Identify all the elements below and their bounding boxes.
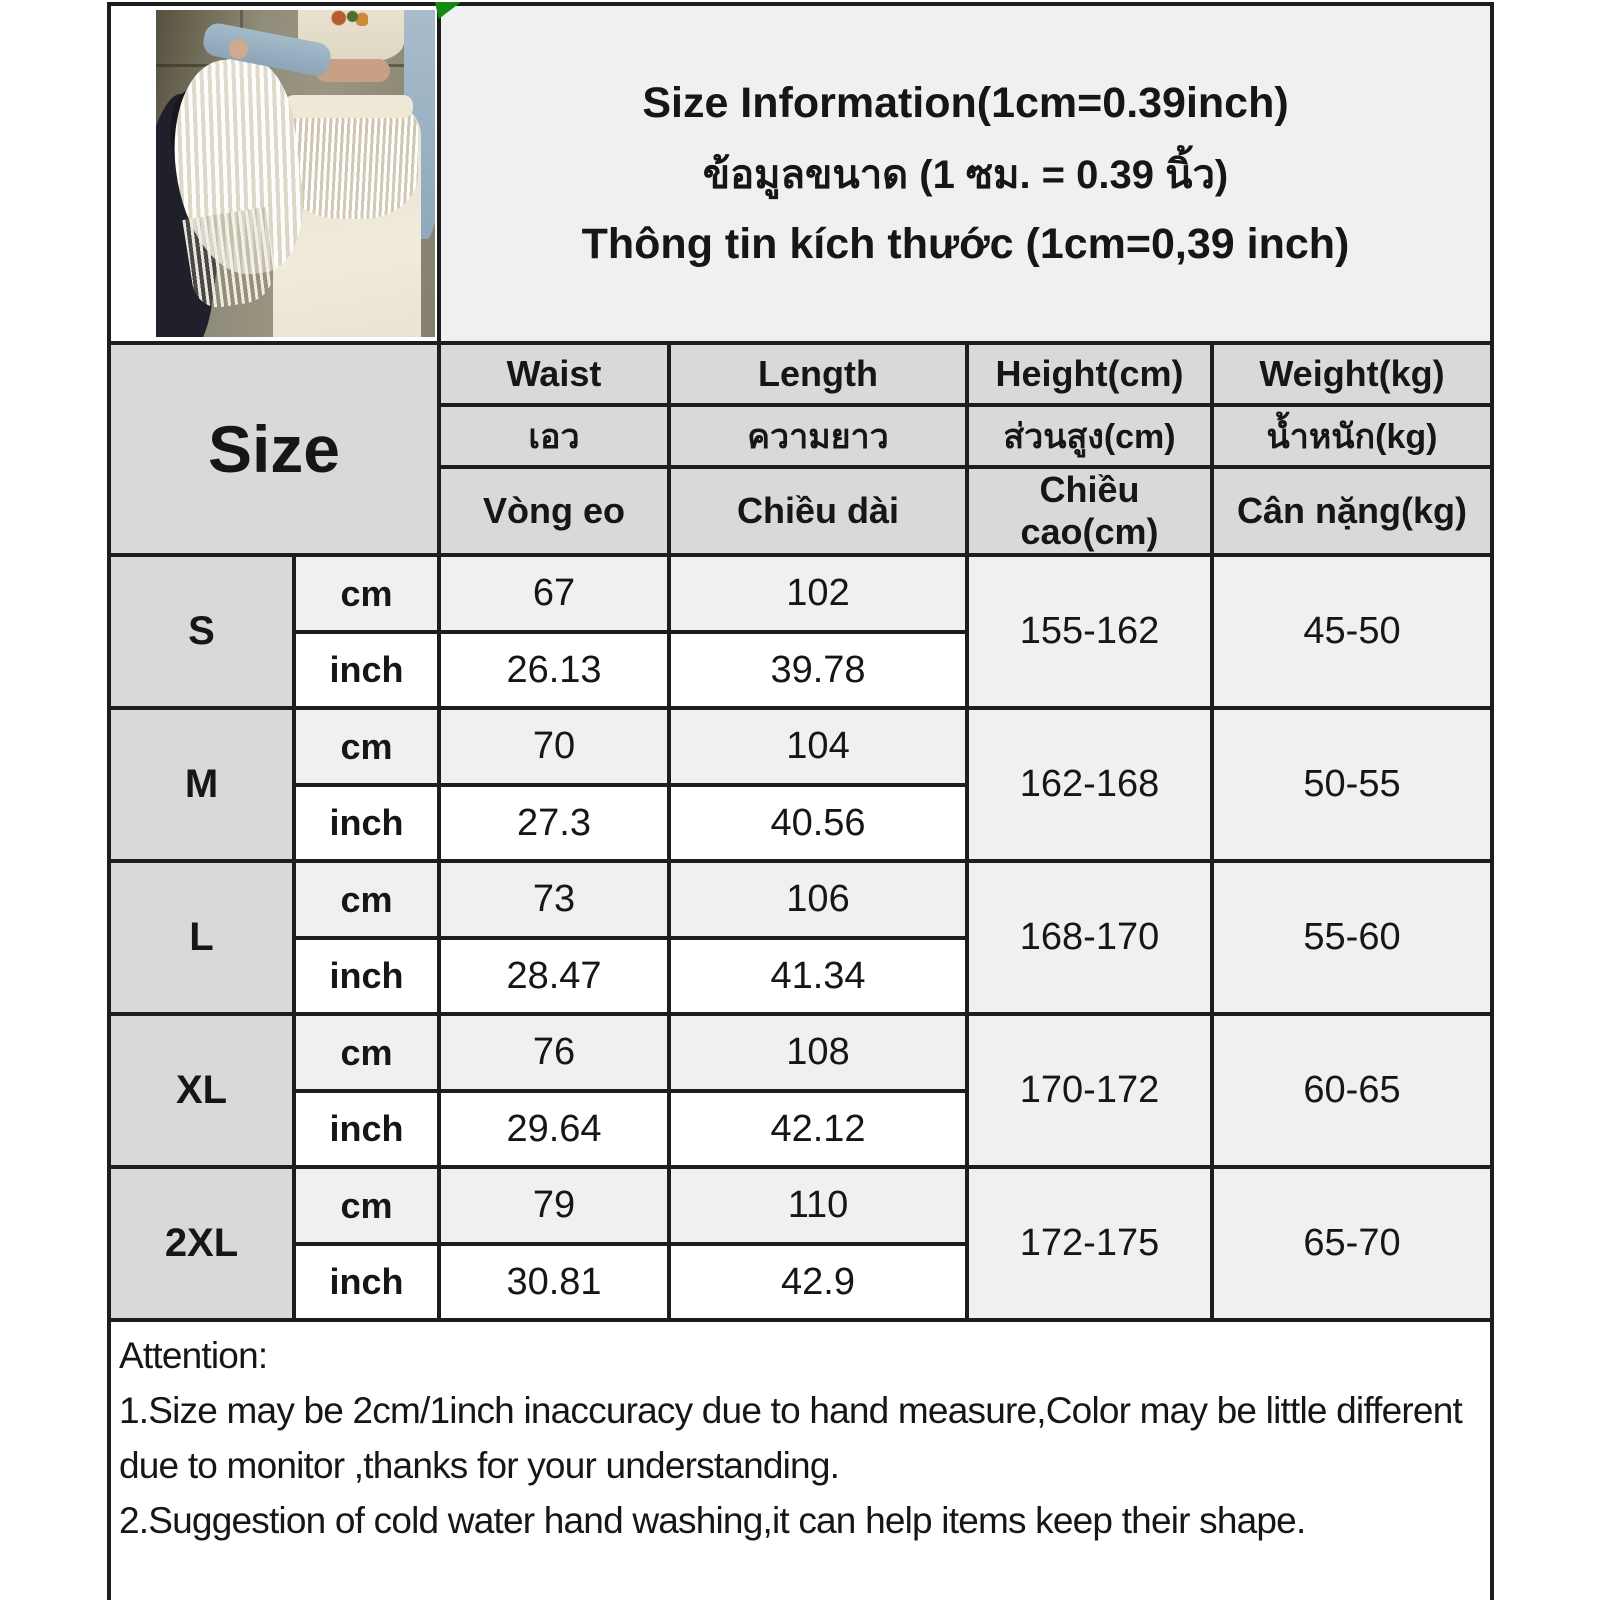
attention-note-2: 2.Suggestion of cold water hand washing,it can help items keep their shape.: [119, 1500, 1306, 1541]
xl-waist-cm-value: 76: [439, 1014, 669, 1091]
m-weight-range: 50-55: [1212, 708, 1492, 861]
waist-header-vi: Vòng eo: [439, 467, 669, 555]
size-label-s: S: [109, 555, 294, 708]
height-header-en: Height(cm): [967, 343, 1212, 405]
size-chart-frame: [107, 2, 1490, 1600]
m-height-range: 162-168: [967, 708, 1212, 861]
attention-note-1-line-2: due to monitor ,thanks for your understanding.: [119, 1445, 840, 1486]
xl-length-cm-value: 108: [669, 1014, 967, 1091]
l-length-inch-value: 41.34: [669, 938, 967, 1014]
waist-header-th: เอว: [439, 405, 669, 467]
xl-weight-range: 60-65: [1212, 1014, 1492, 1167]
attention-note-1-line-1: 1.Size may be 2cm/1inch inaccuracy due to hand measure,Color may be little different: [119, 1390, 1462, 1431]
height-header-th: ส่วนสูง(cm): [967, 405, 1212, 467]
unit-inch-label: inch: [294, 1091, 439, 1167]
2xl-length-cm-value: 110: [669, 1167, 967, 1244]
l-length-cm-value: 106: [669, 861, 967, 938]
unit-inch-label: inch: [294, 785, 439, 861]
2xl-length-inch-value: 42.9: [669, 1244, 967, 1320]
l-weight-range: 55-60: [1212, 861, 1492, 1014]
table-row-xl-cm: [109, 1014, 1492, 1091]
unit-cm-label: cm: [294, 708, 439, 785]
2xl-waist-inch-value: 30.81: [439, 1244, 669, 1320]
unit-inch-label: inch: [294, 632, 439, 708]
attention-heading: Attention:: [119, 1335, 268, 1376]
size-table: [107, 2, 1494, 1600]
m-waist-cm-value: 70: [439, 708, 669, 785]
title-vietnamese: Thông tin kích thước (1cm=0,39 inch): [581, 219, 1350, 268]
height-header-vi: Chiều cao(cm): [967, 467, 1212, 555]
2xl-waist-cm-value: 79: [439, 1167, 669, 1244]
m-length-cm-value: 104: [669, 708, 967, 785]
length-header-th: ความยาว: [669, 405, 967, 467]
title-thai: ข้อมูลขนาด (1 ซม. = 0.39 นิ้ว): [702, 152, 1229, 197]
m-waist-inch-value: 27.3: [439, 785, 669, 861]
photo-waistband: [284, 95, 412, 118]
unit-cm-label: cm: [294, 555, 439, 632]
photo-lace-tassels: [183, 207, 280, 311]
weight-header-en: Weight(kg): [1212, 343, 1492, 405]
unit-cm-label: cm: [294, 861, 439, 938]
s-height-range: 155-162: [967, 555, 1212, 708]
size-label-2xl: 2XL: [109, 1167, 294, 1320]
xl-waist-inch-value: 29.64: [439, 1091, 669, 1167]
table-row-2xl-cm: [109, 1167, 1492, 1244]
xl-length-inch-value: 42.12: [669, 1091, 967, 1167]
size-column-header: Size: [109, 343, 439, 555]
weight-header-vi: Cân nặng(kg): [1212, 467, 1492, 555]
title-english: Size Information(1cm=0.39inch): [642, 78, 1289, 127]
unit-inch-label: inch: [294, 938, 439, 1014]
m-length-inch-value: 40.56: [669, 785, 967, 861]
waist-header-en: Waist: [439, 343, 669, 405]
size-label-m: M: [109, 708, 294, 861]
s-waist-inch-value: 26.13: [439, 632, 669, 708]
product-photo: [156, 10, 435, 337]
l-waist-cm-value: 73: [439, 861, 669, 938]
s-length-inch-value: 39.78: [669, 632, 967, 708]
weight-header-th: น้ำหนัก(kg): [1212, 405, 1492, 467]
unit-cm-label: cm: [294, 1167, 439, 1244]
l-height-range: 168-170: [967, 861, 1212, 1014]
s-length-cm-value: 102: [669, 555, 967, 632]
s-waist-cm-value: 67: [439, 555, 669, 632]
xl-height-range: 170-172: [967, 1014, 1212, 1167]
product-photo-cell: [109, 4, 439, 343]
unit-inch-label: inch: [294, 1244, 439, 1320]
table-row-l-cm: [109, 861, 1492, 938]
length-header-en: Length: [669, 343, 967, 405]
s-weight-range: 45-50: [1212, 555, 1492, 708]
size-label-l: L: [109, 861, 294, 1014]
table-row-m-cm: [109, 708, 1492, 785]
photo-hand: [229, 39, 249, 59]
unit-cm-label: cm: [294, 1014, 439, 1091]
size-label-xl: XL: [109, 1014, 294, 1167]
2xl-weight-range: 65-70: [1212, 1167, 1492, 1320]
l-waist-inch-value: 28.47: [439, 938, 669, 1014]
2xl-height-range: 172-175: [967, 1167, 1212, 1320]
title-cell: [439, 4, 1492, 343]
attention-notes: [109, 1320, 1492, 1600]
length-header-vi: Chiều dài: [669, 467, 967, 555]
table-row-s-cm: [109, 555, 1492, 632]
photo-floral-print: [329, 10, 368, 26]
